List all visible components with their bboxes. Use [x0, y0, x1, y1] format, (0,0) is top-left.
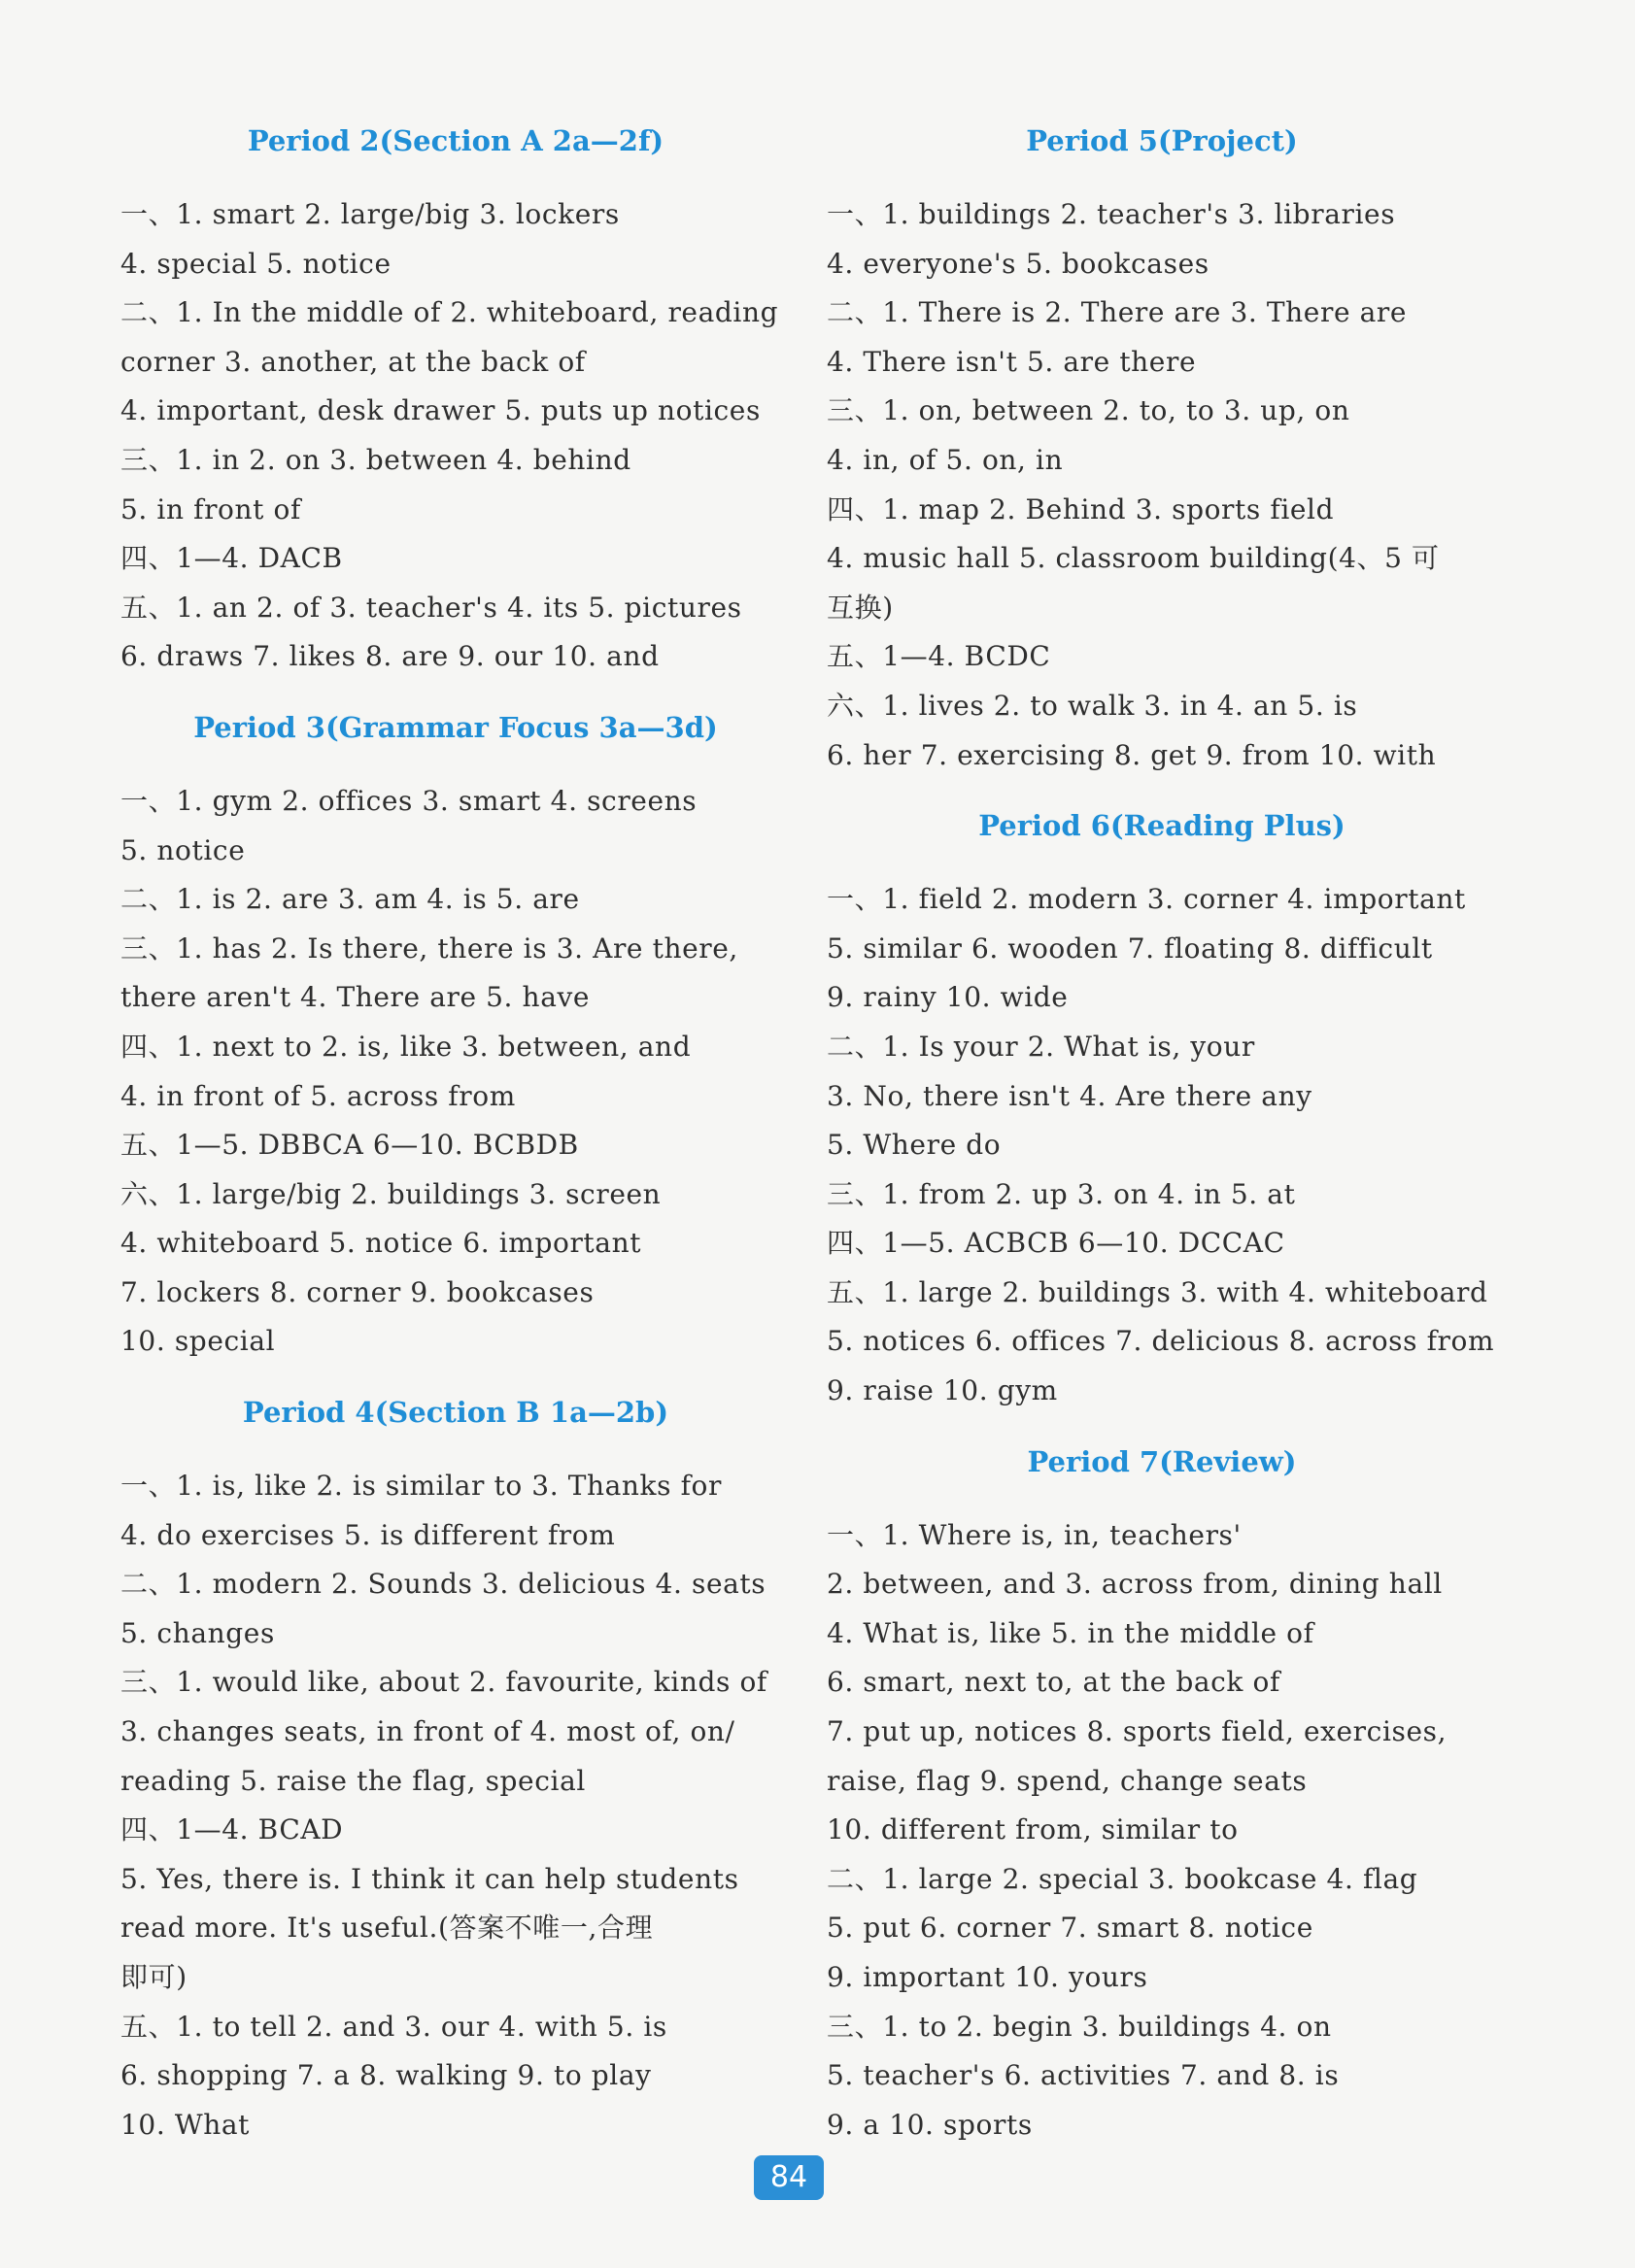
section-heading: Period 7(Review): [1027, 1444, 1297, 1478]
answer-line: 三、1. to 2. begin 3. buildings 4. on: [827, 2010, 1332, 2043]
answer-line: 7. put up, notices 8. sports field, exercises,: [827, 1715, 1448, 1748]
answer-line: 6. draws 7. likes 8. are 9. our 10. and: [120, 640, 660, 673]
answer-line: 五、1. to tell 2. and 3. our 4. with 5. is: [120, 2010, 667, 2043]
section-heading: Period 3(Grammar Focus 3a—3d): [193, 710, 718, 744]
answer-line: raise, flag 9. spend, change seats: [827, 1764, 1308, 1797]
answer-line: 5. teacher's 6. activities 7. and 8. is: [827, 2059, 1340, 2092]
answer-line: 二、1. In the middle of 2. whiteboard, reading: [120, 296, 779, 329]
answer-line: 即可): [120, 1961, 187, 1993]
answer-line: 5. Yes, there is. I think it can help students: [120, 1862, 739, 1895]
answer-line: 四、1. map 2. Behind 3. sports field: [827, 492, 1335, 525]
answer-line: 一、1. is, like 2. is similar to 3. Thanks for: [120, 1470, 722, 1503]
answer-line: 10. special: [120, 1325, 276, 1358]
section-period-3: [120, 703, 791, 1367]
left-column: [120, 117, 791, 2150]
answer-line: 5. notice: [120, 833, 246, 866]
answer-line: there aren't 4. There are 5. have: [120, 981, 591, 1014]
answer-line: reading 5. raise the flag, special: [120, 1764, 586, 1797]
answer-line: 一、1. field 2. modern 3. corner 4. important: [827, 883, 1466, 916]
answer-line: 9. a 10. sports: [827, 2108, 1033, 2141]
answer-line: 9. rainy 10. wide: [827, 981, 1069, 1014]
answer-line: 四、1—4. BCAD: [120, 1813, 344, 1846]
answer-line: 5. put 6. corner 7. smart 8. notice: [827, 1912, 1313, 1945]
answer-line: 6. smart, next to, at the back of: [827, 1666, 1280, 1699]
answer-line: 六、1. lives 2. to walk 3. in 4. an 5. is: [827, 689, 1358, 722]
answer-line: 5. changes: [120, 1616, 275, 1649]
answer-line: 三、1. in 2. on 3. between 4. behind: [120, 443, 631, 476]
answer-line: 4. special 5. notice: [120, 247, 392, 280]
answer-line: 4. in, of 5. on, in: [827, 443, 1064, 476]
answer-line: 五、1—4. BCDC: [827, 640, 1051, 673]
section-heading: Period 5(Project): [1026, 124, 1298, 157]
answer-line: 3. changes seats, in front of 4. most of, on/: [120, 1715, 735, 1748]
answer-line: 5. similar 6. wooden 7. floating 8. difficult: [827, 931, 1433, 965]
answer-line: 三、1. on, between 2. to, to 3. up, on: [827, 394, 1350, 427]
section-heading: Period 4(Section B 1a—2b): [242, 1396, 669, 1430]
answer-line: 三、1. from 2. up 3. on 4. in 5. at: [827, 1177, 1296, 1210]
answer-line: 4. everyone's 5. bookcases: [827, 247, 1209, 280]
answer-line: 五、1. large 2. buildings 3. with 4. whiteboard: [827, 1275, 1488, 1308]
answer-line: 4. music hall 5. classroom building(4、5 可: [827, 542, 1440, 575]
section-heading: Period 2(Section A 2a—2f): [247, 124, 664, 157]
answer-line: 9. important 10. yours: [827, 1961, 1148, 1993]
answer-line: 互换): [827, 591, 894, 624]
answer-line: 二、1. Is your 2. What is, your: [827, 1030, 1255, 1063]
answer-line: 四、1. next to 2. is, like 3. between, and: [120, 1030, 692, 1063]
answer-line: 4. in front of 5. across from: [120, 1079, 516, 1112]
answer-line: 二、1. large 2. special 3. bookcase 4. flag: [827, 1862, 1418, 1895]
page-number: 84: [754, 2155, 824, 2200]
answer-line: 5. Where do: [827, 1129, 1002, 1162]
answer-line: 四、1—5. ACBCB 6—10. DCCAC: [827, 1227, 1285, 1260]
answer-line: 4. What is, like 5. in the middle of: [827, 1616, 1314, 1649]
answer-line: 二、1. is 2. are 3. am 4. is 5. are: [120, 883, 580, 916]
answer-line: 5. in front of: [120, 492, 301, 525]
answer-line: 10. different from, similar to: [827, 1813, 1239, 1846]
answer-line: 六、1. large/big 2. buildings 3. screen: [120, 1177, 662, 1210]
answer-line: 4. do exercises 5. is different from: [120, 1518, 616, 1551]
answer-line: 3. No, there isn't 4. Are there any: [827, 1079, 1312, 1112]
answer-line: 二、1. There is 2. There are 3. There are: [827, 296, 1408, 329]
section-period-7: [827, 1438, 1497, 2150]
answer-line: 三、1. would like, about 2. favourite, kinds of: [120, 1666, 767, 1699]
answer-line: 一、1. Where is, in, teachers': [827, 1518, 1242, 1551]
answer-line: 6. shopping 7. a 8. walking 9. to play: [120, 2059, 652, 2092]
section-heading: Period 6(Reading Plus): [978, 809, 1345, 843]
answer-line: 三、1. has 2. Is there, there is 3. Are there,: [120, 931, 738, 965]
answer-line: 一、1. buildings 2. teacher's 3. libraries: [827, 198, 1396, 230]
answer-line: 10. What: [120, 2108, 250, 2141]
answer-line: 2. between, and 3. across from, dining hall: [827, 1568, 1443, 1601]
answer-line: 五、1. an 2. of 3. teacher's 4. its 5. pictures: [120, 591, 742, 624]
answer-line: 5. notices 6. offices 7. delicious 8. across from: [827, 1325, 1495, 1358]
section-period-5: [827, 117, 1497, 780]
answer-line: 一、1. smart 2. large/big 3. lockers: [120, 198, 620, 230]
section-period-2: [120, 117, 791, 682]
answer-line: 7. lockers 8. corner 9. bookcases: [120, 1275, 595, 1308]
answer-line: 五、1—5. DBBCA 6—10. BCBDB: [120, 1129, 579, 1162]
answer-line: 9. raise 10. gym: [827, 1374, 1058, 1407]
answer-line: read more. It's useful.(答案不唯一,合理: [120, 1912, 654, 1945]
answer-line: 4. important, desk drawer 5. puts up notices: [120, 394, 761, 427]
answer-line: 6. her 7. exercising 8. get 9. from 10. with: [827, 738, 1437, 771]
answer-line: 4. whiteboard 5. notice 6. important: [120, 1227, 642, 1260]
answer-line: 二、1. modern 2. Sounds 3. delicious 4. seats: [120, 1568, 766, 1601]
section-period-6: [827, 801, 1497, 1416]
answer-line: 4. There isn't 5. are there: [827, 345, 1197, 378]
answer-line: 四、1—4. DACB: [120, 542, 343, 575]
answer-line: corner 3. another, at the back of: [120, 345, 586, 378]
answer-line: 一、1. gym 2. offices 3. smart 4. screens: [120, 784, 698, 817]
right-column: [827, 117, 1497, 2150]
section-period-4: [120, 1388, 791, 2150]
